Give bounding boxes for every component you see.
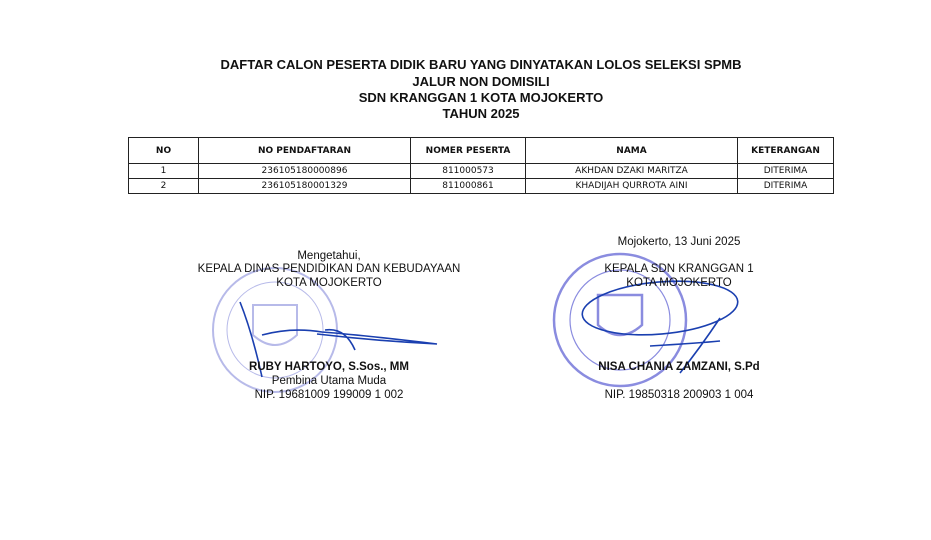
- results-table: [128, 137, 834, 194]
- col-nama: NAMA: [526, 138, 738, 164]
- cell-keterangan: DITERIMA: [738, 164, 834, 179]
- cell-no: 2: [129, 179, 199, 194]
- left-nip: NIP. 19681009 199009 1 002: [254, 389, 404, 401]
- left-rank: Pembina Utama Muda: [271, 375, 387, 387]
- cell-no-pendaftaran: 236105180000896: [199, 164, 411, 179]
- cell-nomer-peserta: 811000573: [411, 164, 526, 179]
- doc-title-line4: TAHUN 2025: [442, 106, 520, 121]
- left-city: KOTA MOJOKERTO: [276, 277, 382, 289]
- table-header-row: [129, 138, 834, 164]
- doc-title-line3: SDN KRANGGAN 1 KOTA MOJOKERTO: [358, 90, 604, 105]
- right-nip: NIP. 19850318 200903 1 004: [604, 389, 754, 401]
- cell-no-pendaftaran: 236105180001329: [199, 179, 411, 194]
- right-position: KEPALA SDN KRANGGAN 1: [604, 263, 754, 275]
- doc-title-line2: JALUR NON DOMISILI: [412, 74, 550, 89]
- left-position: KEPALA DINAS PENDIDIKAN DAN KEBUDAYAAN: [197, 263, 461, 275]
- right-date: Mojokerto, 13 Juni 2025: [617, 236, 741, 248]
- left-name: RUBY HARTOYO, S.Sos., MM: [249, 361, 409, 373]
- cell-no: 1: [129, 164, 199, 179]
- col-no-pendaftaran: NO PENDAFTARAN: [199, 138, 411, 164]
- col-keterangan: KETERANGAN: [738, 138, 834, 164]
- doc-title-line1: DAFTAR CALON PESERTA DIDIK BARU YANG DINYATAKAN LOLOS SELEKSI SPMB: [220, 57, 742, 72]
- left-intro: Mengetahui,: [297, 250, 361, 262]
- cell-nomer-peserta: 811000861: [411, 179, 526, 194]
- right-city: KOTA MOJOKERTO: [626, 277, 732, 289]
- cell-keterangan: DITERIMA: [738, 179, 834, 194]
- table-row: [129, 179, 834, 194]
- right-name: NISA CHANIA ZAMZANI, S.Pd: [598, 361, 760, 373]
- cell-nama: KHADIJAH QURROTA AINI: [526, 179, 738, 194]
- col-nomer-peserta: NOMER PESERTA: [411, 138, 526, 164]
- cell-nama: AKHDAN DZAKI MARITZA: [526, 164, 738, 179]
- table-row: [129, 164, 834, 179]
- col-no: NO: [129, 138, 199, 164]
